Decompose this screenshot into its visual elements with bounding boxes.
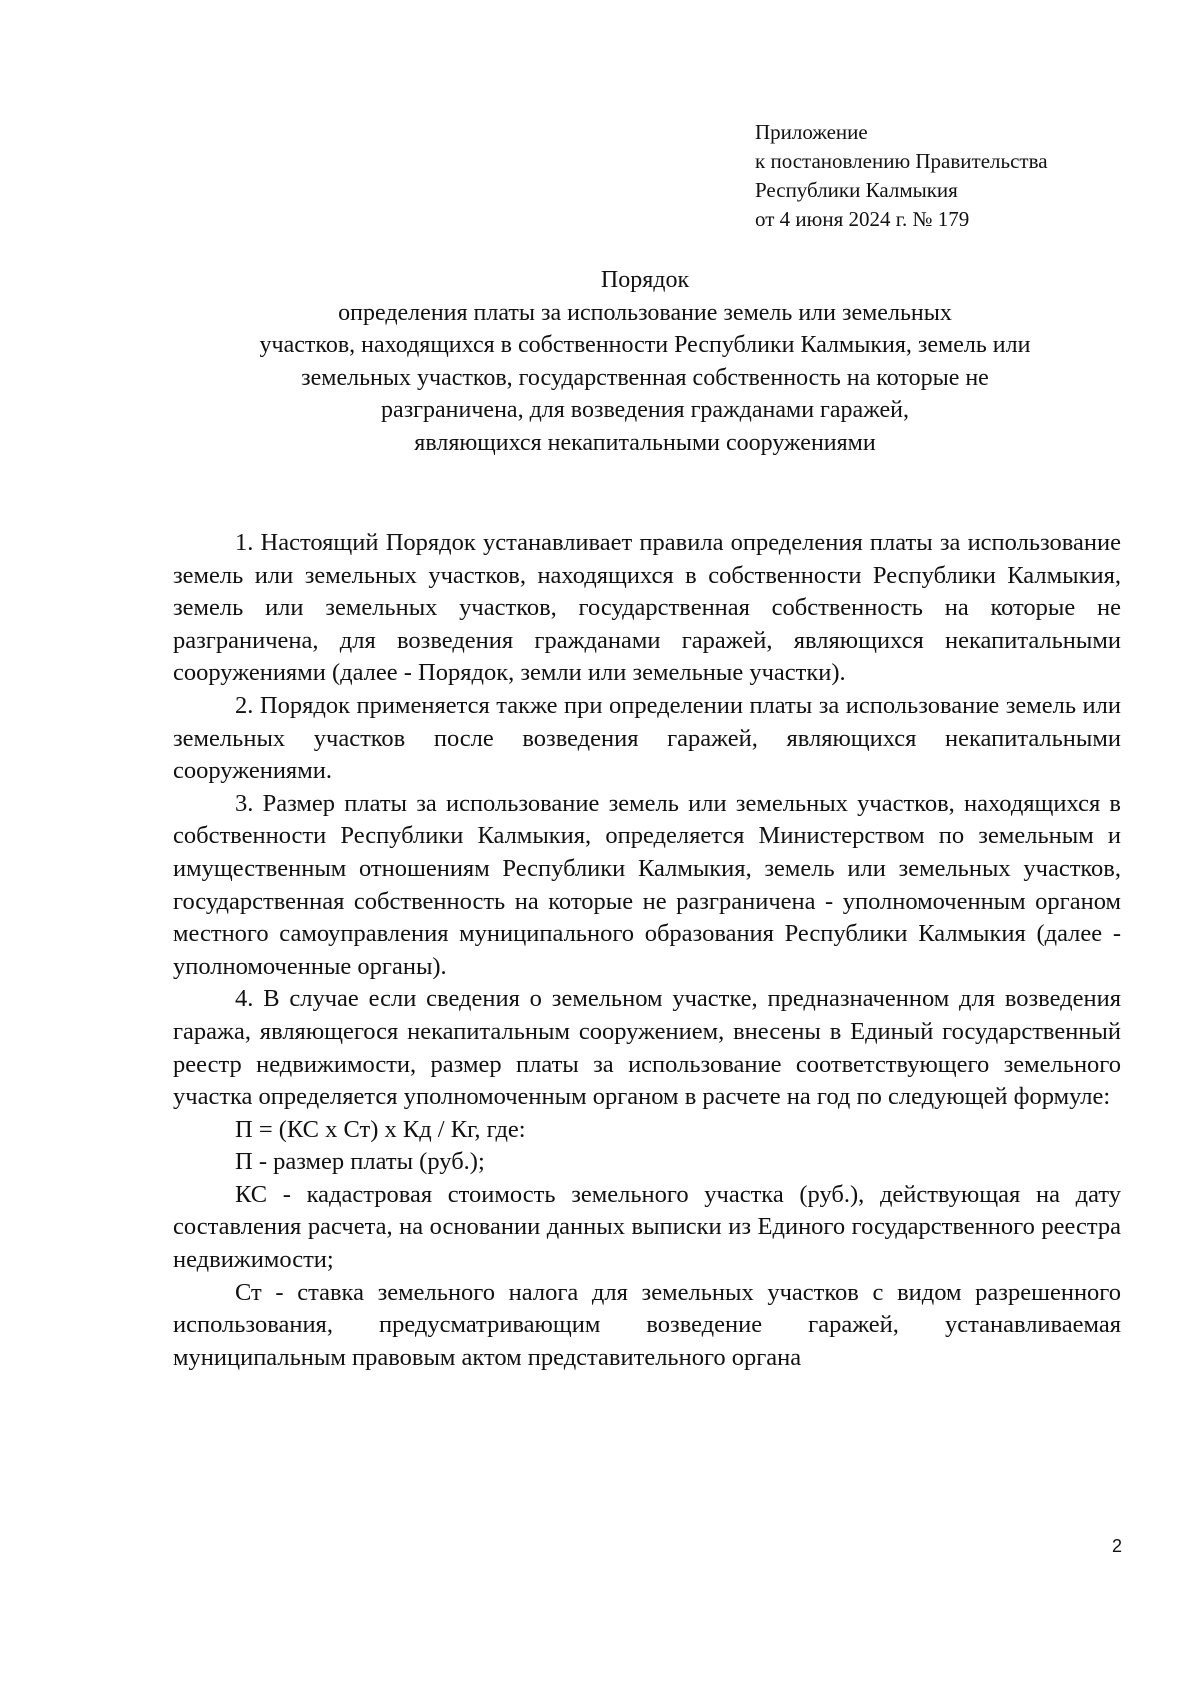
title-line: являющихся некапитальными сооружениями [414, 429, 876, 456]
title-line: определения платы за использование земель или земельных [338, 299, 952, 326]
formula-term-p: П - размер платы (руб.); [235, 1148, 485, 1176]
formula: П = (КС х Ст) х Кд / Кг, где: [235, 1115, 526, 1143]
document-title [150, 264, 1140, 459]
paragraph-1: 1. Настоящий Порядок устанавливает правила определения платы за использование земель или земельных участков, находящихся в собственности Республики Калмыкия, земель или земельных участков, государственная собственность на которые не разграничена, для возведения гражданами гаражей, являющихся некапитальными сооружениями (далее - Порядок, земли или земельные участки). [173, 529, 1121, 687]
paragraph-4: 4. В случае если сведения о земельном участке, предназначенном для возведения гаража, являющегося некапитальным сооружением, внесены в Единый государственный реестр недвижимости, размер платы за использование соответствующего земельного участка определяется уполномоченным органом в расчете на год по следующей формуле: [173, 985, 1121, 1111]
title-line: участков, находящихся в собственности Республики Калмыкия, земель или [259, 332, 1031, 358]
appendix-line: от 4 июня 2024 г. № 179 [755, 207, 970, 231]
appendix-line: к постановлению Правительства [755, 149, 1048, 173]
formula-term-ks: КС - кадастровая стоимость земельного участка (руб.), действующая на дату составления расчета, на основании данных выписки из Единого государственного реестра недвижимости; [173, 1180, 1121, 1274]
paragraph-3: 3. Размер платы за использование земель или земельных участков, находящихся в собственности Республики Калмыкия, определяется Министерством по земельным и имущественным отношениям Республики Калмыкия, земель или земельных участков, государственная собственность на которые не разграничена - уполномоченным органом местного самоуправления муниципального образования Республики Калмыкия (далее - уполномоченные органы). [173, 789, 1121, 980]
title-line: разграничена, для возведения гражданами гаражей, [381, 397, 909, 423]
formula-term-st: Ст - ставка земельного налога для земельных участков с видом разрешенного использования, предусматривающим возведение гаражей, устанавливаемая муниципальным правовым актом представительного органа [173, 1278, 1121, 1371]
title-heading: Порядок [600, 267, 690, 293]
paragraph-2: 2. Порядок применяется также при определении платы за использование земель или земельных участков после возведения гаражей, являющихся некапитальными сооружениями. [173, 691, 1121, 785]
document-body [173, 527, 1121, 1374]
appendix-line: Республики Калмыкия [755, 178, 958, 202]
title-line: земельных участков, государственная собственность на которые не [301, 364, 989, 391]
appendix-header [755, 118, 1175, 234]
page-number: 2 [1112, 1536, 1123, 1556]
appendix-line: Приложение [755, 120, 868, 144]
